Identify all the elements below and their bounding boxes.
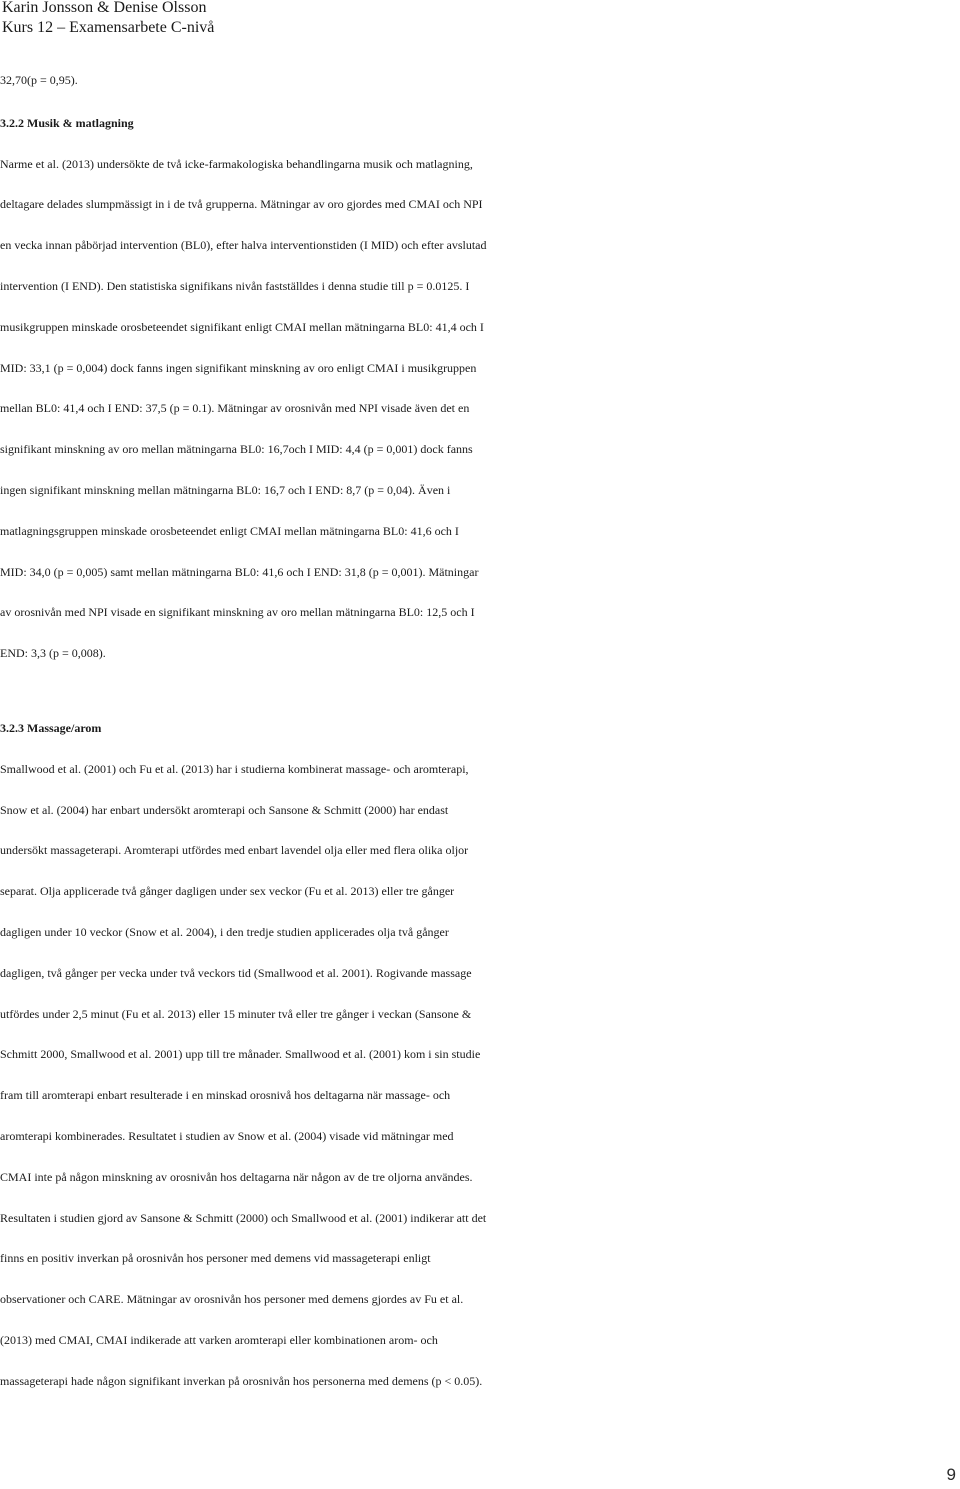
paragraph-line: separat. Olja applicerade två gånger dagligen under sex veckor (Fu et al. 2013) eller tre gånger <box>0 884 455 899</box>
massage-paragraph <box>0 749 960 1402</box>
paragraph-line: massageterapi hade någon signifikant inverkan på orosnivån hos personerna med demens (p < 0.05). <box>0 1373 483 1388</box>
paragraph-line: 32,70(p = 0,95). <box>0 73 78 87</box>
section-heading-music: 3.2.2 Musik & matlagning <box>0 115 134 130</box>
paragraph-line: musikgruppen minskade orosbeteendet signifikant enligt CMAI mellan mätningarna BL0: 41,4 och I <box>0 319 484 334</box>
paragraph-line: Resultaten i studien gjord av Sansone & Schmitt (2000) och Smallwood et al. (2001) indikerar att det <box>0 1210 487 1225</box>
paragraph-line: dagligen under 10 veckor (Snow et al. 2004), i den tredje studien applicerades olja två gånger <box>0 924 449 939</box>
spacer <box>0 674 960 708</box>
running-header <box>2 0 214 38</box>
paragraph-line: Narme et al. (2013) undersökte de två icke-farmakologiska behandlingarna musik och matlagning, <box>0 156 473 171</box>
page-number: 9 <box>946 1465 956 1484</box>
paragraph-line: intervention (I END). Den statistiska signifikans nivån fastställdes i denna studie till p = 0.0125. I <box>0 278 470 293</box>
section-heading-massage: 3.2.3 Massage/arom <box>0 720 102 735</box>
paragraph-line: finns en positiv inverkan på orosnivån hos personer med demens vid massageterapi enligt <box>0 1251 431 1266</box>
music-paragraph <box>0 144 960 674</box>
paragraph-line: MID: 34,0 (p = 0,005) samt mellan mätningarna BL0: 41,6 och I END: 31,8 (p = 0,001). Mätningar <box>0 564 479 579</box>
paragraph-line: aromterapi kombinerades. Resultatet i studien av Snow et al. (2004) visade vid mätningar med <box>0 1128 454 1143</box>
paragraph-line: deltagare delades slumpmässigt in i de två grupperna. Mätningar av oro gjordes med CMAI och NPI <box>0 197 483 212</box>
paragraph-line: Snow et al. (2004) har enbart undersökt aromterapi och Sansone & Schmitt (2000) har endast <box>0 802 449 817</box>
paragraph-line: MID: 33,1 (p = 0,004) dock fanns ingen signifikant minskning av oro enligt CMAI i musikgruppen <box>0 360 477 375</box>
paragraph-line: undersökt massageterapi. Aromterapi utfördes med enbart lavendel olja eller med flera olika oljor <box>0 843 469 858</box>
paragraph-line: (2013) med CMAI, CMAI indikerade att varken aromterapi eller kombinationen arom- och <box>0 1332 438 1347</box>
paragraph-line: en vecka innan påbörjad intervention (BL0), efter halva interventionstiden (I MID) och efter avslutad <box>0 238 487 253</box>
paragraph-line: Smallwood et al. (2001) och Fu et al. (2013) har i studierna kombinerat massage- och aromterapi, <box>0 761 469 776</box>
paragraph-line: signifikant minskning av oro mellan mätningarna BL0: 16,7och I MID: 4,4 (p = 0,001) dock fanns <box>0 442 473 457</box>
paragraph-line: fram till aromterapi enbart resulterade i en minskad orosnivå hos deltagarna när massage- och <box>0 1088 451 1103</box>
paragraph-line: observationer och CARE. Mätningar av orosnivån hos personer med demens gjordes av Fu et al. <box>0 1292 464 1307</box>
header-authors: Karin Jonsson & Denise Olsson <box>2 0 207 16</box>
page-body <box>0 60 960 1402</box>
header-course: Kurs 12 – Examensarbete C-nivå <box>2 19 215 36</box>
paragraph-line: av orosnivån med NPI visade en signifikant minskning av oro mellan mätningarna BL0: 12,5 och I <box>0 605 475 620</box>
paragraph-line: dagligen, två gånger per vecka under två veckors tid (Smallwood et al. 2001). Rogivande massage <box>0 965 472 980</box>
paragraph-line: ingen signifikant minskning mellan mätningarna BL0: 16,7 och I END: 8,7 (p = 0,04). Även i <box>0 482 451 497</box>
intro-paragraph <box>0 60 960 101</box>
paragraph-line: utfördes under 2,5 minut (Fu et al. 2013) eller 15 minuter två eller tre gånger i veckan (Sansone & <box>0 1006 472 1021</box>
paragraph-line: Schmitt 2000, Smallwood et al. 2001) upp till tre månader. Smallwood et al. (2001) kom i sin studie <box>0 1047 481 1062</box>
paragraph-line: matlagningsgruppen minskade orosbeteendet enligt CMAI mellan mätningarna BL0: 41,6 och I <box>0 523 459 538</box>
paragraph-line: END: 3,3 (p = 0,008). <box>0 646 106 661</box>
paragraph-line: mellan BL0: 41,4 och I END: 37,5 (p = 0.1). Mätningar av orosnivån med NPI visade även det en <box>0 401 470 416</box>
paragraph-line: CMAI inte på någon minskning av orosnivån hos deltagarna när någon av de tre oljorna användes. <box>0 1169 473 1184</box>
